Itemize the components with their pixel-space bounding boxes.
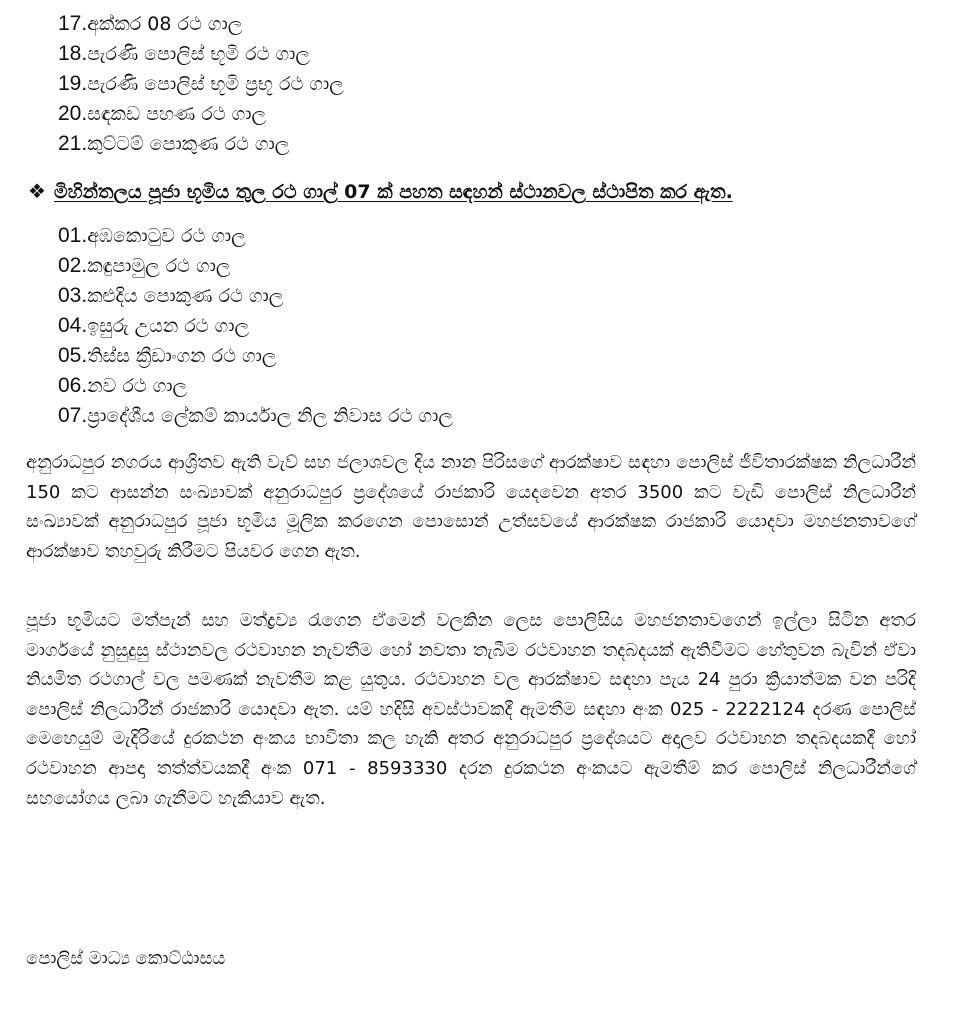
item-text: අඹකොටුව රථ ගාල <box>87 225 246 247</box>
item-number: 02. <box>58 254 88 277</box>
list-item <box>58 69 344 99</box>
item-number: 05. <box>58 344 88 367</box>
paragraph-traffic-notice: පූජා භූමියට මත්පැන් සහ මත්ද්‍රව්‍ය රැගෙන ඒමෙන් වලකින ලෙස පොලිසිය මහජනතාවගෙන් ඉල්ලා සිටින අතර මාර්ගයේ නුසුදුසු ස්ථානවල රථවාහන නැවතීම හෝ නවතා තැබීම රථවාහන තදබදයක් ඇතිවීමට හේතුවන බැවින් ඒවා නියමිත රථගාල් වල පමණක් නැවතීම කළ යුතුය. රථවාහන වල ආරක්ෂාව සඳහා පැය 24 පුරා ක්‍රියාත්මක වන පරිදි පොලිස් නිලධාරීන් රාජකාරි යොදවා ඇත. යම් හදිසි අවස්ථාවකදී ඇමතීම සඳහා අංක 025 - 2222124 දරණ පොලිස් මෙහෙයුම් මැදිරියේ දුරකථන අංකය භාවිතා කල හැකි අතර අනුරාධපුර ප්‍රදේශයට අදාලව රථවාහන තදබදයකදී හෝ රථවාහන ආපදා තත්ත්වයකදී අංක 071 - 8593330 දරන දුරකථන අංකයට ඇමතීම් කර පොලිස් නිලධාරීන්ගේ සහයෝගය ලබා ගැනීමට හැකියාව ඇත. <box>26 610 916 809</box>
item-text: කළුදිය පොකුණ රථ ගාල <box>87 285 284 307</box>
item-text: පැරණි පොලිස් භූමි ප්‍රභූ රථ ගාල <box>87 73 344 95</box>
diamond-bullet-icon: ❖ <box>28 179 46 203</box>
item-number: 01. <box>58 224 88 247</box>
list-item <box>58 371 453 401</box>
list-item <box>58 129 344 159</box>
item-text: සඳකඩ පහණ රථ ගාල <box>87 103 267 125</box>
item-text: ප්‍රාදේශීය ලේකම් කාර්යාල නිල නිවාස රථ ගාල <box>87 405 453 427</box>
list-item <box>58 401 453 431</box>
item-number: 20. <box>58 102 88 125</box>
item-number: 21. <box>58 132 88 155</box>
section-heading-text: මිහින්තලය පූජා භූමිය තුල රථ ගාල් 07 ක් පහත සඳහන් ස්ථානවල ස්ථාපිත කර ඇත. <box>54 181 733 203</box>
item-text: කඳුපාමුල රථ ගාල <box>87 255 231 277</box>
signature-police-media-division: පොලිස් මාධ්‍ය කොට්ඨාසය <box>26 948 226 969</box>
item-text: තිස්ස ක්‍රීඩාංගන රථ ගාල <box>87 345 277 367</box>
item-text: කුට්ටම් පොකුණ රථ ගාල <box>87 133 290 155</box>
section-heading <box>28 176 733 206</box>
car-park-list-mihintale <box>58 221 453 431</box>
item-text: ඉසුරු උයන රථ ගාල <box>87 315 250 337</box>
item-text: නව රථ ගාල <box>87 375 188 397</box>
list-item <box>58 221 453 251</box>
list-item <box>58 341 453 371</box>
item-number: 06. <box>58 374 88 397</box>
list-item <box>58 39 344 69</box>
item-number: 03. <box>58 284 88 307</box>
list-item <box>58 99 344 129</box>
car-park-list-anuradhapura <box>58 9 344 159</box>
item-number: 19. <box>58 72 88 95</box>
item-number: 04. <box>58 314 88 337</box>
item-number: 18. <box>58 42 88 65</box>
item-number: 17. <box>58 12 88 35</box>
list-item <box>58 251 453 281</box>
item-text: අක්කර 08 රථ ගාල <box>87 13 243 35</box>
paragraph-lifeguards: අනුරාධපුර නගරය ආශ්‍රිතව ඇති වැව් සහ ජලාශවල දිය නාන පිරිසගේ ආරක්ෂාව සඳහා පොලිස් ජීවිතාරක්ෂක නිලධාරීන් 150 කට ආසන්න සංඛ්‍යාවක් අනුරාධපුර ප්‍රදේශයේ රාජකාරි යෙදවෙන අතර 3500 කට වැඩි පොලිස් නිලධාරීන් සංඛ්‍යාවක් අනුරාධපුර පූජා භූමිය මූලික කරගෙන පොසොන් උත්සවයේ ආරක්ෂක රාජකාරි යොදවා මහජනතාවගේ ආරක්ෂාව තහවුරු කිරීමට පියවර ගෙන ඇත. <box>26 452 916 562</box>
item-text: පැරණි පොලිස් භූමි රථ ගාල <box>87 43 310 65</box>
list-item <box>58 311 453 341</box>
list-item <box>58 9 344 39</box>
list-item <box>58 281 453 311</box>
item-number: 07. <box>58 404 88 427</box>
